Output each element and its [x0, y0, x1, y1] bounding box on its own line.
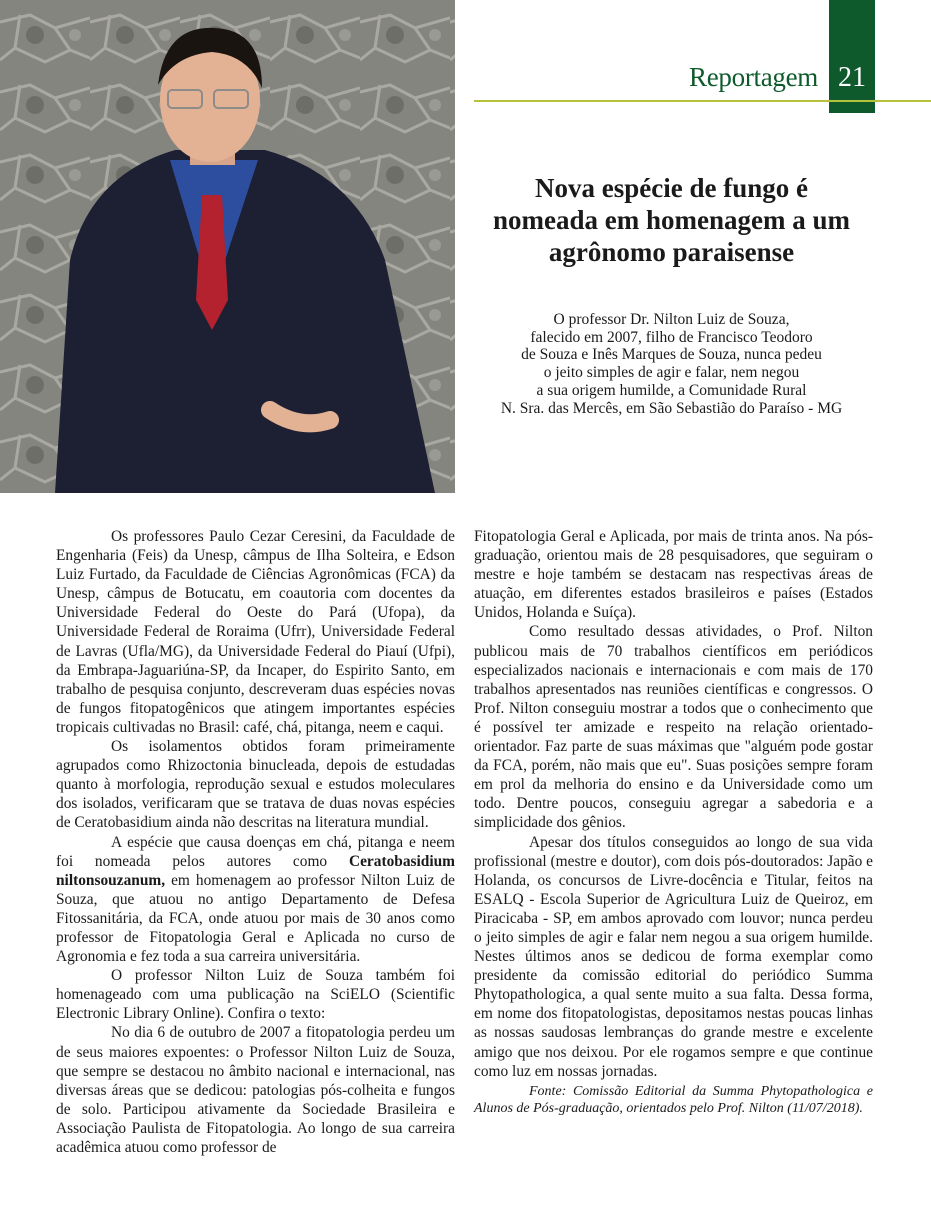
- lede-line: a sua origem humilde, a Comunidade Rural: [536, 381, 807, 399]
- section-label: Reportagem: [689, 62, 818, 92]
- body-column-right: [474, 527, 873, 1117]
- page-number: 21: [838, 62, 866, 93]
- lede-line: de Souza e Inês Marques de Souza, nunca pedeu: [521, 346, 822, 364]
- lede-line: falecido em 2007, filho de Francisco Teodoro: [530, 328, 813, 346]
- body-paragraph: No dia 6 de outubro de 2007 a fitopatologia perdeu um de seus maiores expoentes: o Professor Nilton Luiz de Souza, que sempre se destacou no âmbito nacional e internacional, nas diversas áreas que se dedicou: patologias pós-colheita e fungos de solo. Participou ativamente da Sociedade Brasileira e Associação Paulista de Fitopatologia. Ao longo de sua carreira acadêmica atuou como professor de: [56, 1024, 455, 1156]
- body-paragraph: Os professores Paulo Cezar Ceresini, da Faculdade de Engenharia (Feis) da Unesp, câmpus de Ilha Solteira, e Edson Luiz Furtado, da Faculdade de Ciências Agronômicas (FCA) da Unesp, câmpus de Botucatu, em coautoria com docentes da Universidade Federal do Oeste do Pará (Ufopa), da Universidade Federal de Roraima (Ufrr), Universidade Federal de Lavras (Ufla/MG), da Universidade Federal do Piauí (Ufpi), da Embrapa-Jaguariúna-SP, da Incaper, do Espirito Santo, em trabalho de pesquisa conjunto, descreveram duas espécies novas de fungos fitopatogênicos que atingem importantes espécies tropicais cultivadas no Brasil: café, chá, pitanga, neem e caqui.: [56, 528, 455, 736]
- portrait-photo: [0, 0, 455, 493]
- source-text: Fonte: Comissão Editorial da Summa Phytopathologica e Alunos de Pós-graduação, orientados pelo Prof. Nilton (11/07/2018).: [474, 1083, 873, 1116]
- lede-line: O professor Dr. Nilton Luiz de Souza,: [553, 311, 790, 328]
- article-title: [474, 172, 869, 268]
- lede-line: o jeito simples de agir e falar, nem negou: [543, 364, 800, 382]
- portrait-photo-icon: [0, 0, 455, 493]
- body-text: A espécie que causa doenças em chá, pitanga e neem foi nomeada pelos autores como: [56, 833, 455, 870]
- body-text: em homenagem ao professor Nilton Luiz de Souza, que atuou no antigo Departamento de Defesa Fitossanitária, da FCA, onde atuou por mais de 30 anos como professor de Fitopatologia Geral e Aplicada no curso de Agronomia e fez toda a sua carreira universitária.: [56, 871, 455, 966]
- body-column-left: [56, 527, 455, 1157]
- page-number-tab: [829, 0, 875, 113]
- body-paragraph: O professor Nilton Luiz de Souza também foi homenageado com uma publicação na SciELO (Scientific Electronic Library Online). Confira o texto:: [56, 967, 455, 1023]
- body-paragraph: Fitopatologia Geral e Aplicada, por mais de trinta anos. Na pós-graduação, orientou mais de 28 pesquisadores, que seguiram o mestre e hoje também se destacam nas respectivas áreas de atuação, em diferentes estados brasileiros e países (Estados Unidos, Holanda e Suíça).: [474, 528, 873, 622]
- title-line: agrônomo paraisense: [548, 237, 795, 267]
- article-lede: [474, 311, 869, 417]
- body-paragraph: Os isolamentos obtidos foram primeiramente agrupados como Rhizoctonia binucleada, depois de estudadas quanto à morfologia, reprodução sexual e estudos moleculares dos isolados, verificaram que se tratava de duas novas espécies de Ceratobasidium ainda não descritas na literatura mundial.: [56, 738, 455, 832]
- title-line: Nova espécie de fungo é: [535, 173, 808, 203]
- header-rule: [474, 100, 931, 102]
- body-paragraph: Apesar dos títulos conseguidos ao longo de sua vida profissional (mestre e doutor), com dois pós-doutorados: Japão e Holanda, os concursos de Livre-docência e Titular, feitos na ESALQ - Escola Superior de Agricultura Luiz de Queiroz, em Piracicaba - SP, em ambos aprovado com louvor; nunca perdeu o jeito simples de agir e falar nem negou a sua origem humilde. Nestes últimos anos se dedicou de forma exemplar como presidente da comissão editorial do periódico Summa Phytopathologica, a qual sente muito a sua falta. Dessa forma, em nome dos fitopatologistas, depositamos nestas poucas linhas as nossas saudosas lembranças do grande mestre e excelente amigo que nos deixou. Por ele rogamos sempre e que continue como luz em nossas jornadas.: [474, 833, 873, 1080]
- species-name: Ceratobasidium niltonsouzanum,: [56, 852, 455, 889]
- body-paragraph: Como resultado dessas atividades, o Prof. Nilton publicou mais de 70 trabalhos científicos em periódicos especializados nacionais e internacionais e com mais de 170 trabalhos apresentados nas reuniões científicas e congressos. O Prof. Nilton conseguiu mostrar a todos que o conhecimento que é possível ter amizade e respeito na relação orientado-orientador. Faz parte de suas máximas que "alguém pode gostar da FCA, porém, não mais que eu". Suas posições sempre foram em prol da melhoria do ensino e da Universidade como um todo. Dentre poucos, conseguiu agregar a sabedoria e a simplicidade dos gênios.: [474, 623, 873, 832]
- lede-line: N. Sra. das Mercês, em São Sebastião do Paraíso - MG: [500, 399, 843, 417]
- source-note: [474, 1083, 873, 1117]
- title-line: nomeada em homenagem a um: [493, 205, 850, 235]
- body-paragraph: [56, 833, 455, 967]
